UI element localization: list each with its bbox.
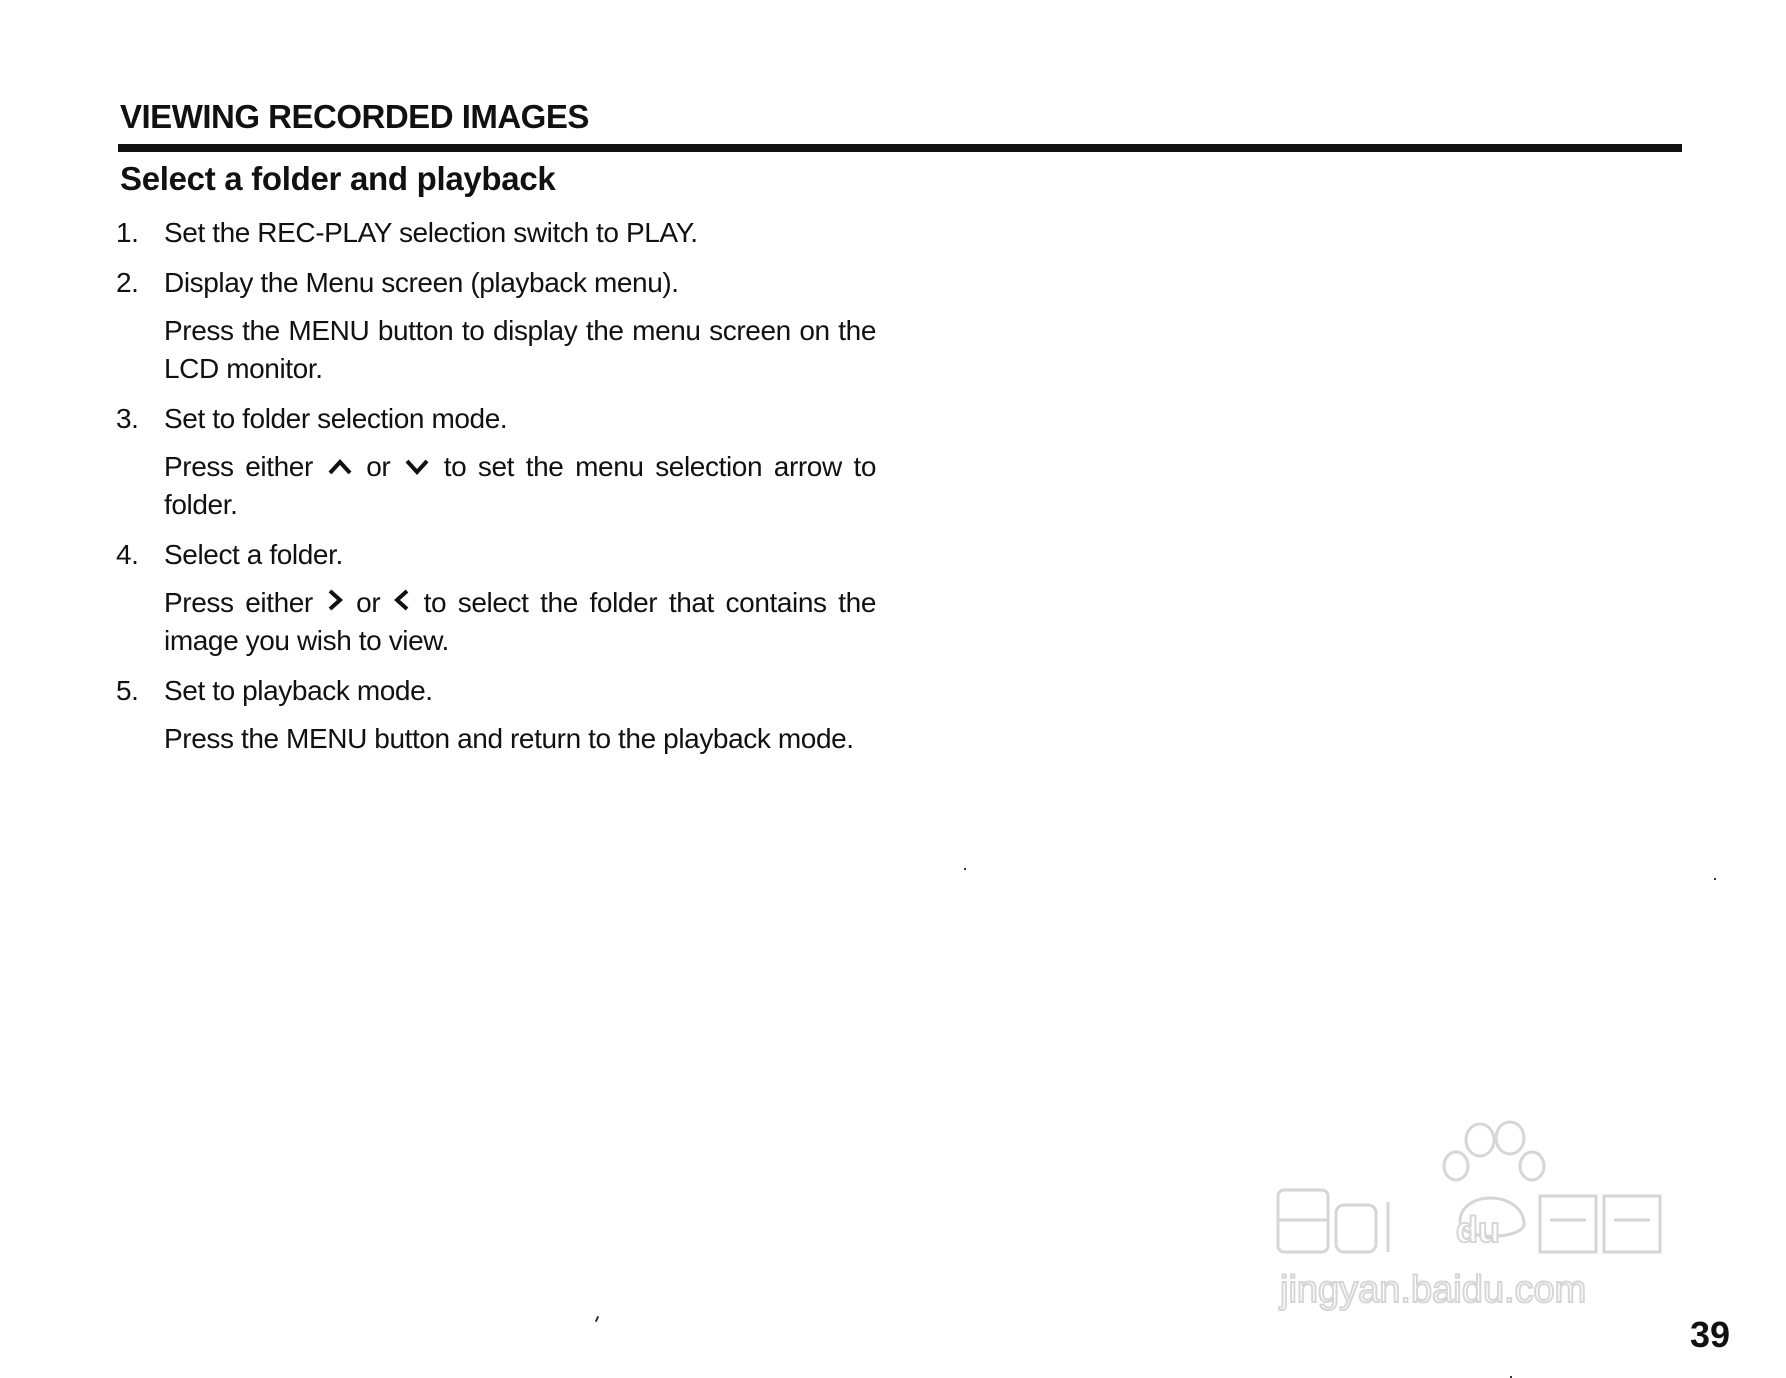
- step-detail: Press the MENU button to display the menu screen on the LCD monitor.: [164, 315, 876, 384]
- detail-middle: or: [366, 451, 391, 482]
- detail-prefix: Press either: [164, 451, 313, 482]
- step-text: Set to folder selection mode.: [164, 403, 508, 434]
- detail-suffix: to set the menu selection arrow to folder.: [164, 451, 877, 520]
- scan-speck: [1714, 878, 1716, 880]
- step-number: 3.: [116, 403, 139, 434]
- down-arrow-icon: [404, 458, 430, 476]
- step-detail: Press the MENU button and return to the playback mode.: [164, 723, 854, 754]
- step-detail: [164, 448, 876, 524]
- step-text: Set the REC-PLAY selection switch to PLAY.: [164, 217, 698, 248]
- step-detail: [164, 584, 876, 660]
- step-text: Set to playback mode.: [164, 675, 433, 706]
- detail-prefix: Press either: [164, 587, 313, 618]
- left-arrow-icon: [394, 588, 410, 612]
- title-divider: [118, 144, 1682, 152]
- detail-middle: or: [356, 587, 381, 618]
- right-arrow-icon: [327, 588, 343, 612]
- step-number: 2.: [116, 267, 139, 298]
- watermark-url: jingyan.baidu.com: [1280, 1269, 1587, 1311]
- step-number: 1.: [116, 217, 139, 248]
- subsection-title: Select a folder and playback: [120, 160, 556, 197]
- page-number: 39: [1690, 1314, 1731, 1355]
- step-3: [116, 400, 876, 524]
- step-5: [116, 672, 876, 758]
- step-number: 4.: [116, 539, 139, 570]
- step-2: [116, 264, 876, 388]
- step-text: Display the Menu screen (playback menu).: [164, 267, 679, 298]
- steps-list: [116, 214, 876, 770]
- baidu-jingyan-watermark: [1270, 1110, 1690, 1330]
- scan-speck: [595, 1316, 599, 1322]
- step-1: [116, 214, 876, 252]
- section-title: VIEWING RECORDED IMAGES: [120, 98, 589, 135]
- detail-suffix: to select the folder that contains the image you wish to view.: [164, 587, 877, 656]
- scan-speck: [964, 868, 966, 870]
- step-4: [116, 536, 876, 660]
- step-text: Select a folder.: [164, 539, 343, 570]
- step-number: 5.: [116, 675, 139, 706]
- up-arrow-icon: [327, 458, 353, 476]
- svg-text:du: du: [1456, 1209, 1500, 1250]
